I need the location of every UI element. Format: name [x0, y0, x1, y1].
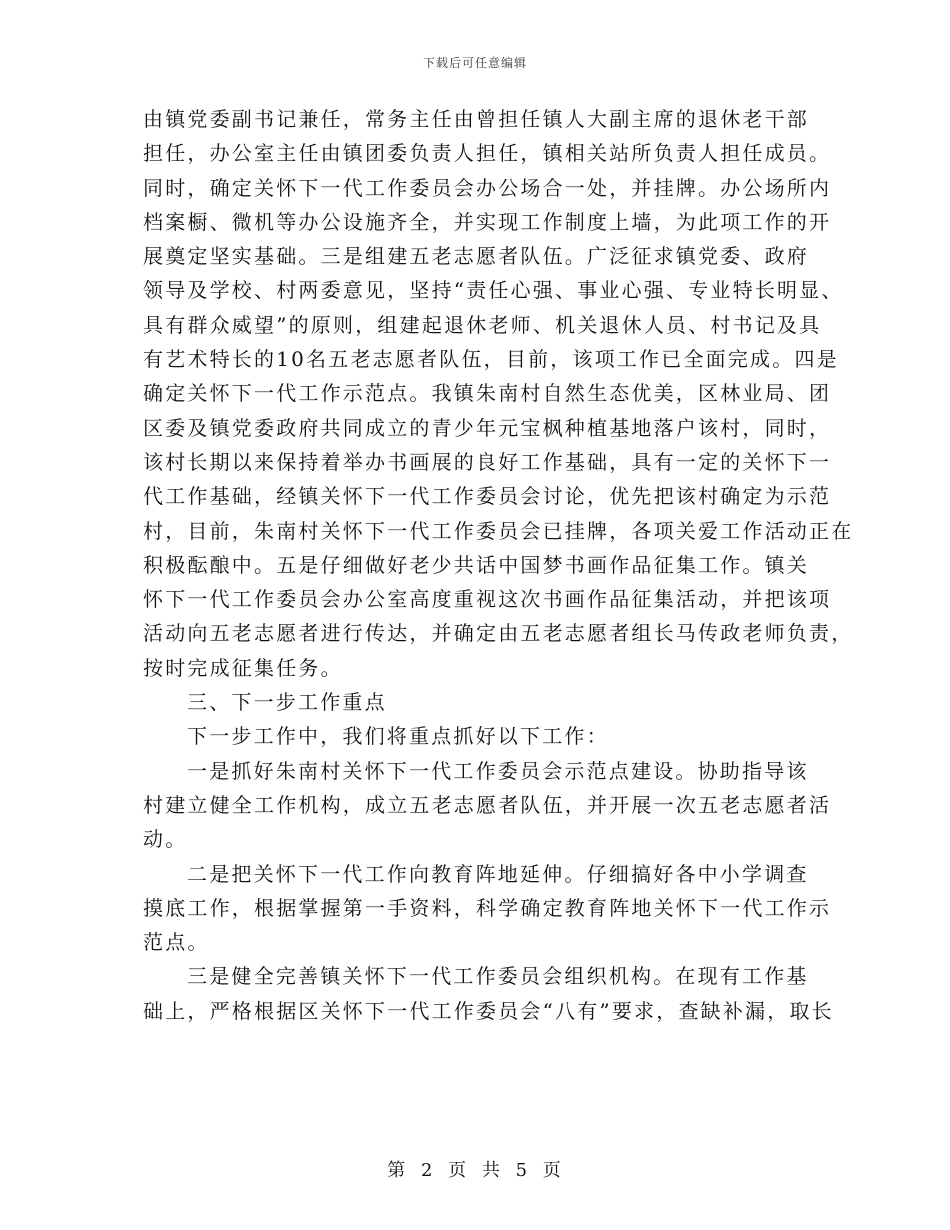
document-body	[143, 102, 854, 1028]
text-line: 村，目前，朱南村关怀下一代工作委员会已挂牌，各项关爱工作活动正在	[143, 518, 854, 543]
text-line: 有艺术特长的10名五老志愿者队伍，目前，该项工作已全面完成。四是	[143, 347, 839, 372]
text-line: 积极酝酿中。五是仔细做好老少共话中国梦书画作品征集工作。镇关	[143, 552, 809, 577]
text-line: 三、下一步工作重点	[187, 690, 387, 715]
text-line: 摸底工作，根据掌握第一手资料，科学确定教育阵地关怀下一代工作示	[143, 895, 832, 920]
text-line: 由镇党委副书记兼任，常务主任由曾担任镇人大副主席的退休老干部	[143, 107, 809, 131]
text-line: 同时，确定关怀下一代工作委员会办公场合一处，并挂牌。办公场所内	[143, 175, 832, 200]
text-line: 活动向五老志愿者进行传达，并确定由五老志愿者组长马传政老师负责，	[143, 621, 854, 646]
text-line: 档案橱、微机等办公设施齐全，并实现工作制度上墙，为此项工作的开	[143, 209, 832, 234]
text-line: 展奠定坚实基础。三是组建五老志愿者队伍。广泛征求镇党委、政府	[143, 244, 809, 269]
text-line: 领导及学校、村两委意见，坚持“责任心强、事业心强、专业特长明显、	[143, 278, 844, 303]
text-line: 二是把关怀下一代工作向教育阵地延伸。仔细搞好各中小学调查	[187, 861, 809, 886]
page-number-footer: 第 2 页 共 5 页	[387, 1160, 563, 1181]
text-line: 村建立健全工作机构，成立五老志愿者队伍，并开展一次五老志愿者活	[143, 792, 832, 817]
text-line: 三是健全完善镇关怀下一代工作委员会组织机构。在现有工作基	[187, 964, 809, 989]
text-line: 怀下一代工作委员会办公室高度重视这次书画作品征集活动，并把该项	[143, 587, 832, 612]
text-line: 区委及镇党委政府共同成立的青少年元宝枫种植基地落户该村，同时，	[143, 415, 832, 440]
text-line: 按时完成征集任务。	[143, 655, 343, 680]
text-line: 代工作基础，经镇关怀下一代工作委员会讨论，优先把该村确定为示范	[143, 484, 832, 509]
text-line: 动。	[143, 827, 188, 852]
text-line: 该村长期以来保持着举办书画展的良好工作基础，具有一定的关怀下一	[143, 449, 832, 474]
text-line: 具有群众威望”的原则，组建起退休老师、机关退休人员、村书记及具	[143, 312, 822, 337]
text-line: 担任，办公室主任由镇团委负责人担任，镇相关站所负责人担任成员。	[143, 141, 832, 166]
page-header-note: 下载后可任意编辑	[422, 56, 527, 70]
text-line: 一是抓好朱南村关怀下一代工作委员会示范点建设。协助指导该	[187, 758, 809, 783]
text-line: 范点。	[143, 930, 210, 955]
text-line: 下一步工作中，我们将重点抓好以下工作：	[187, 724, 609, 749]
text-line: 础上，严格根据区关怀下一代工作委员会“八有”要求，查缺补漏，取长	[143, 998, 834, 1023]
text-line: 确定关怀下一代工作示范点。我镇朱南村自然生态优美，区林业局、团	[143, 381, 832, 406]
